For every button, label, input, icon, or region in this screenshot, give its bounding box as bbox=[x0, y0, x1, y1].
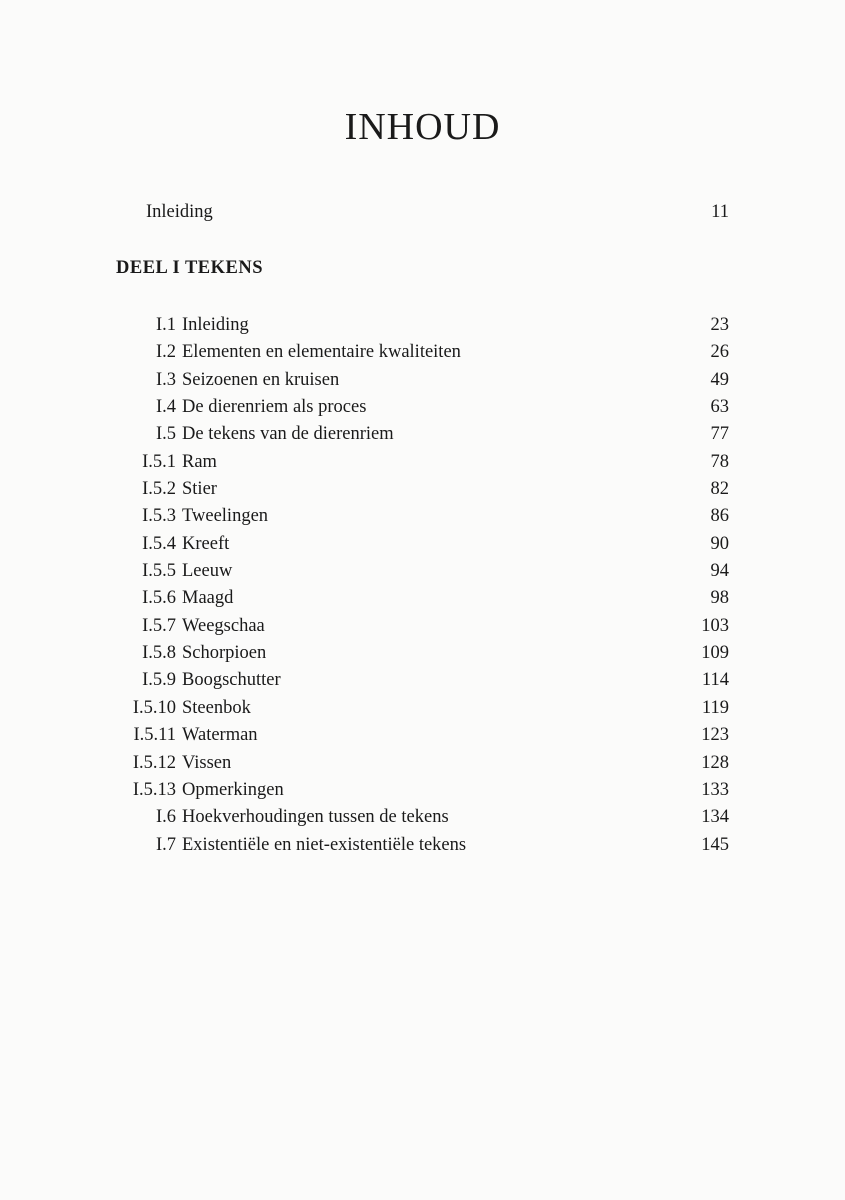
toc-entry-title: Hoekverhoudingen tussen de tekens bbox=[182, 807, 449, 828]
toc-entry bbox=[110, 750, 729, 777]
toc-entry-page: 133 bbox=[701, 779, 729, 800]
toc-entry-number: I.7 bbox=[155, 834, 176, 855]
toc-entry-page: 123 bbox=[701, 725, 729, 746]
toc-entry-number: I.5.3 bbox=[142, 506, 176, 527]
section-heading: DEEL I TEKENS bbox=[116, 258, 264, 278]
toc-entry-title: Steenbok bbox=[182, 697, 251, 718]
toc-entry bbox=[110, 613, 729, 640]
toc-entry bbox=[110, 367, 729, 394]
toc-entry-title: De tekens van de dierenriem bbox=[182, 424, 394, 445]
toc-entry-title: Stier bbox=[182, 479, 217, 500]
toc-entry-page: 94 bbox=[710, 561, 729, 582]
toc-entry-page: 26 bbox=[710, 342, 729, 363]
toc-entry bbox=[110, 339, 729, 366]
toc-entry-page: 82 bbox=[710, 479, 729, 500]
toc-entry bbox=[110, 832, 729, 859]
toc-entry-title: Leeuw bbox=[182, 561, 233, 582]
toc-list bbox=[110, 312, 729, 859]
toc-entry-title: Waterman bbox=[182, 725, 258, 746]
toc-entry-page: 114 bbox=[701, 670, 729, 691]
toc-entry-number: I.5.2 bbox=[142, 479, 176, 500]
toc-intro-page: 11 bbox=[711, 202, 729, 222]
toc-entry-number: I.5.13 bbox=[132, 779, 176, 800]
toc-entry bbox=[110, 722, 729, 749]
toc-entry bbox=[110, 394, 729, 421]
toc-entry-number: I.5.8 bbox=[142, 643, 176, 664]
toc-entry-title: Tweelingen bbox=[182, 506, 269, 527]
toc-entry-number: I.4 bbox=[155, 397, 176, 418]
toc-entry-title: Kreeft bbox=[182, 533, 230, 554]
toc-entry bbox=[110, 449, 729, 476]
toc-entry-number: I.1 bbox=[155, 315, 176, 335]
toc-entry bbox=[110, 476, 729, 503]
toc-entry bbox=[110, 585, 729, 612]
toc-entry-number: I.2 bbox=[155, 342, 176, 363]
toc-entry-number: I.5.5 bbox=[142, 561, 176, 582]
toc-entry-number: I.6 bbox=[155, 807, 176, 828]
toc-entry-number: I.5.12 bbox=[132, 752, 176, 773]
toc-entry bbox=[110, 503, 729, 530]
toc-entry bbox=[110, 667, 729, 694]
toc-entry bbox=[110, 804, 729, 831]
toc-entry-title: Vissen bbox=[182, 752, 232, 773]
toc-entry-title: Elementen en elementaire kwaliteiten bbox=[182, 342, 461, 363]
toc-entry bbox=[110, 421, 729, 448]
toc-entry-title: Inleiding bbox=[182, 315, 249, 335]
toc-entry bbox=[110, 695, 729, 722]
toc-intro-label: Inleiding bbox=[146, 202, 213, 222]
toc-entry-page: 49 bbox=[710, 369, 729, 390]
toc-entry-number: I.3 bbox=[155, 369, 176, 390]
toc-entry-title: De dierenriem als proces bbox=[182, 397, 367, 418]
toc-entry-number: I.5.10 bbox=[132, 697, 176, 718]
toc-entry-page: 128 bbox=[701, 752, 729, 773]
toc-intro-row bbox=[146, 202, 729, 230]
toc-entry-page: 145 bbox=[701, 834, 729, 855]
toc-entry-title: Maagd bbox=[182, 588, 234, 609]
toc-entry-title: Schorpioen bbox=[182, 643, 267, 664]
toc-entry-number: I.5.11 bbox=[133, 725, 176, 746]
toc-entry bbox=[110, 640, 729, 667]
toc-entry-number: I.5.9 bbox=[142, 670, 176, 691]
toc-entry bbox=[110, 312, 729, 339]
toc-entry-number: I.5.1 bbox=[142, 451, 176, 472]
toc-entry-page: 63 bbox=[710, 397, 729, 418]
toc-entry-page: 78 bbox=[710, 451, 729, 472]
toc-entry-number: I.5.6 bbox=[142, 588, 176, 609]
toc-entry-page: 134 bbox=[701, 807, 729, 828]
toc-entry-page: 98 bbox=[710, 588, 729, 609]
toc-entry-number: I.5.7 bbox=[142, 615, 176, 636]
toc-entry-title: Seizoenen en kruisen bbox=[182, 369, 340, 390]
toc-entry-page: 23 bbox=[710, 315, 729, 335]
toc-entry-page: 90 bbox=[710, 533, 729, 554]
toc-entry-title: Weegschaa bbox=[182, 615, 265, 636]
toc-entry-page: 77 bbox=[710, 424, 729, 445]
toc-entry-number: I.5 bbox=[155, 424, 176, 445]
toc-entry bbox=[110, 558, 729, 585]
toc-entry-page: 119 bbox=[701, 697, 729, 718]
toc-entry-page: 86 bbox=[710, 506, 729, 527]
toc-entry-title: Ram bbox=[182, 451, 217, 472]
toc-entry-page: 103 bbox=[701, 615, 729, 636]
toc-entry-number: I.5.4 bbox=[142, 533, 176, 554]
toc-entry bbox=[110, 531, 729, 558]
toc-entry-page: 109 bbox=[701, 643, 729, 664]
toc-entry-title: Existentiële en niet-existentiële tekens bbox=[182, 834, 467, 855]
toc-entry-title: Opmerkingen bbox=[182, 779, 284, 800]
toc-entry bbox=[110, 777, 729, 804]
page-title: INHOUD bbox=[344, 106, 501, 148]
toc-entry-title: Boogschutter bbox=[182, 670, 281, 691]
